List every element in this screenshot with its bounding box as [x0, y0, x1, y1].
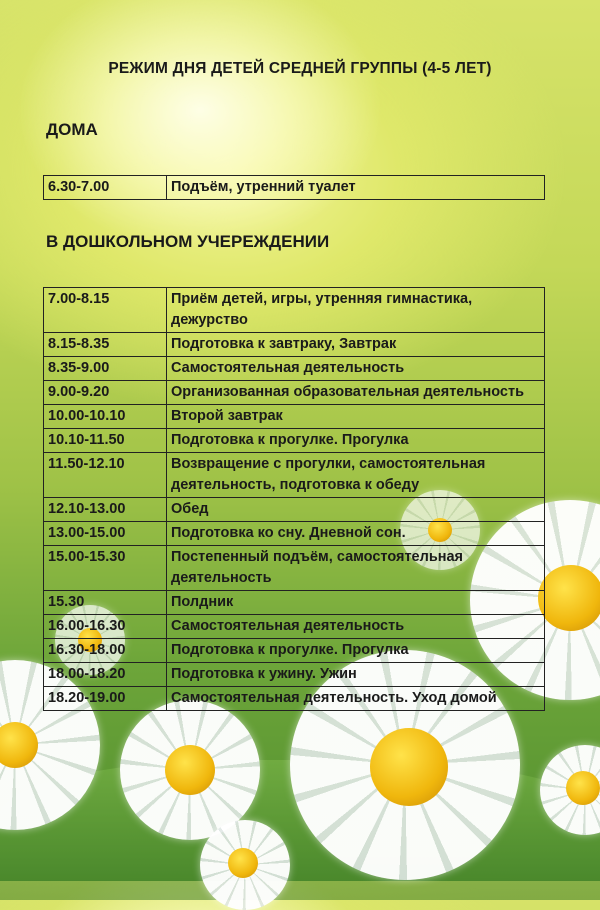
time-cell: 10.10-11.50 — [44, 429, 167, 453]
section-heading-home: ДОМА — [46, 120, 98, 139]
table-row — [44, 288, 545, 333]
time-cell: 6.30-7.00 — [44, 176, 167, 200]
time-cell: 8.35-9.00 — [44, 357, 167, 381]
activity-cell: Организованная образовательная деятельность — [167, 381, 545, 405]
activity-cell: Подготовка к прогулке. Прогулка — [167, 429, 545, 453]
table-row — [44, 357, 545, 381]
activity-cell: Подготовка к ужину. Ужин — [167, 663, 545, 687]
activity-cell: Подготовка к прогулке. Прогулка — [167, 639, 545, 663]
time-cell: 18.00-18.20 — [44, 663, 167, 687]
daisy-center — [538, 565, 600, 631]
activity-cell: Приём детей, игры, утренняя гимнастика, дежурство — [167, 288, 545, 333]
table-row — [44, 687, 545, 711]
activity-cell: Самостоятельная деятельность — [167, 615, 545, 639]
activity-cell: Подготовка к завтраку, Завтрак — [167, 333, 545, 357]
home-schedule-table — [43, 175, 545, 200]
activity-cell: Подготовка ко сну. Дневной сон. — [167, 522, 545, 546]
time-cell: 7.00-8.15 — [44, 288, 167, 333]
time-cell: 13.00-15.00 — [44, 522, 167, 546]
table-row — [44, 663, 545, 687]
school-schedule-table — [43, 287, 545, 711]
activity-cell: Постепенный подъём, самостоятельная деятельность — [167, 546, 545, 591]
time-cell: 12.10-13.00 — [44, 498, 167, 522]
table-row — [44, 381, 545, 405]
daisy-center — [370, 728, 448, 806]
time-cell: 16.00-16.30 — [44, 615, 167, 639]
daisy-center — [566, 771, 600, 805]
daisy-center — [228, 848, 258, 878]
table-row — [44, 591, 545, 615]
table-row — [44, 522, 545, 546]
time-cell: 11.50-12.10 — [44, 453, 167, 498]
section-heading-school: В ДОШКОЛЬНОМ УЧЕРЕЖДЕНИИ — [46, 232, 330, 251]
table-row — [44, 546, 545, 591]
activity-cell: Полдник — [167, 591, 545, 615]
page-title: РЕЖИМ ДНЯ ДЕТЕЙ СРЕДНЕЙ ГРУППЫ (4-5 ЛЕТ) — [108, 60, 492, 77]
table-row — [44, 498, 545, 522]
table-row — [44, 405, 545, 429]
table-row — [44, 333, 545, 357]
time-cell: 15.30 — [44, 591, 167, 615]
activity-cell: Самостоятельная деятельность — [167, 357, 545, 381]
table-row — [44, 639, 545, 663]
time-cell: 9.00-9.20 — [44, 381, 167, 405]
time-cell: 18.20-19.00 — [44, 687, 167, 711]
table-row — [44, 176, 545, 200]
activity-cell: Обед — [167, 498, 545, 522]
daisy-center — [165, 745, 215, 795]
time-cell: 15.00-15.30 — [44, 546, 167, 591]
table-row — [44, 453, 545, 498]
time-cell: 16.30-18.00 — [44, 639, 167, 663]
table-row — [44, 615, 545, 639]
table-row — [44, 429, 545, 453]
activity-cell: Возвращение с прогулки, самостоятельная деятельность, подготовка к обеду — [167, 453, 545, 498]
activity-cell: Подъём, утренний туалет — [167, 176, 545, 200]
activity-cell: Второй завтрак — [167, 405, 545, 429]
activity-cell: Самостоятельная деятельность. Уход домой — [167, 687, 545, 711]
time-cell: 10.00-10.10 — [44, 405, 167, 429]
time-cell: 8.15-8.35 — [44, 333, 167, 357]
